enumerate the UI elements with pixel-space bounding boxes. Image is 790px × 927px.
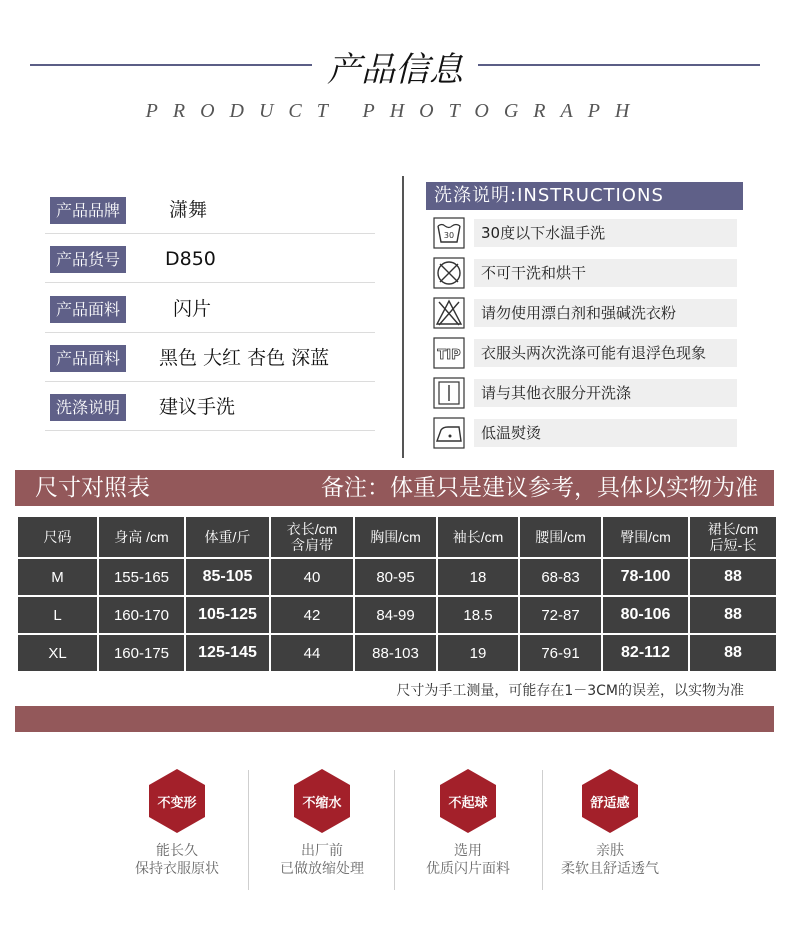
table-cell: 18 bbox=[438, 559, 518, 595]
table-cell: 18.5 bbox=[438, 597, 518, 633]
table-cell: M bbox=[18, 559, 97, 595]
table-cell: 88 bbox=[690, 597, 776, 633]
table-cell: 160-175 bbox=[99, 635, 184, 671]
table-cell: 105-125 bbox=[186, 597, 269, 633]
table-cell: 76-91 bbox=[520, 635, 601, 671]
low-iron-icon bbox=[433, 417, 465, 449]
table-cell: L bbox=[18, 597, 97, 633]
info-value: 黑色 大红 杏色 深蓝 bbox=[159, 347, 330, 369]
table-row bbox=[18, 559, 776, 595]
info-value: 潇舞 bbox=[169, 199, 208, 221]
feature-no-deform bbox=[102, 768, 252, 878]
table-cell: 84-99 bbox=[355, 597, 436, 633]
no-dryclean-icon bbox=[433, 257, 465, 289]
table-cell: 44 bbox=[271, 635, 353, 671]
feature-line: 保持衣服原状 bbox=[135, 861, 219, 877]
info-label: 产品货号 bbox=[50, 246, 126, 273]
info-row-fabric bbox=[45, 284, 375, 333]
wash-text: 衣服头两次洗涤可能有退浮色现象 bbox=[474, 339, 737, 367]
wash-30-icon bbox=[433, 217, 465, 249]
hexagon-badge bbox=[293, 768, 351, 834]
table-cell: 88-103 bbox=[355, 635, 436, 671]
header-cell: 尺码 bbox=[18, 517, 97, 557]
page-title: 产品信息 bbox=[327, 50, 463, 90]
feature-line: 亲肤 bbox=[596, 843, 624, 859]
table-row bbox=[18, 597, 776, 633]
feature-line: 出厂前 bbox=[301, 843, 343, 859]
washing-title: 洗涤说明:INSTRUCTIONS bbox=[426, 182, 743, 210]
table-cell: 85-105 bbox=[186, 559, 269, 595]
wash-temp-label: 30 bbox=[443, 231, 455, 240]
size-footnote: 尺寸为手工测量，可能存在1－3CM的误差，以实物为准 bbox=[396, 683, 744, 699]
info-label: 洗涤说明 bbox=[50, 394, 126, 421]
badge-label: 舒适感 bbox=[590, 796, 630, 811]
table-cell: 88 bbox=[690, 635, 776, 671]
size-chart-title: 尺寸对照表 bbox=[35, 475, 150, 501]
table-cell: XL bbox=[18, 635, 97, 671]
header-cell: 胸围/cm bbox=[355, 517, 436, 557]
decorative-bar bbox=[15, 706, 774, 732]
tip-icon bbox=[433, 337, 465, 369]
hexagon-badge bbox=[148, 768, 206, 834]
info-value: 闪片 bbox=[173, 298, 212, 320]
tip-icon-label: TIP bbox=[437, 348, 461, 363]
feature-line: 优质闪片面料 bbox=[426, 861, 510, 877]
header-line-left bbox=[30, 64, 312, 66]
table-cell: 72-87 bbox=[520, 597, 601, 633]
info-label: 产品品牌 bbox=[50, 197, 126, 224]
table-cell: 19 bbox=[438, 635, 518, 671]
feature-line: 已做放缩处理 bbox=[280, 861, 364, 877]
header-cell: 腰围/cm bbox=[520, 517, 601, 557]
no-bleach-icon bbox=[433, 297, 465, 329]
header-line-right bbox=[478, 64, 760, 66]
table-cell: 155-165 bbox=[99, 559, 184, 595]
size-table bbox=[16, 515, 778, 673]
page-subtitle: PRODUCT PHOTOGRAPH bbox=[145, 100, 645, 122]
info-value: D850 bbox=[165, 248, 216, 270]
table-row bbox=[18, 635, 776, 671]
info-row-washing bbox=[45, 382, 375, 431]
separate-wash-icon bbox=[433, 377, 465, 409]
header-cell: 臀围/cm bbox=[603, 517, 688, 557]
info-label: 产品面料 bbox=[50, 296, 126, 323]
header-cell: 身高 /cm bbox=[99, 517, 184, 557]
table-header-row bbox=[18, 517, 776, 557]
wash-text: 低温熨烫 bbox=[474, 419, 737, 447]
table-cell: 68-83 bbox=[520, 559, 601, 595]
info-value: 建议手洗 bbox=[159, 396, 236, 418]
feature-line: 柔软且舒适透气 bbox=[561, 861, 659, 877]
info-row-brand bbox=[45, 185, 375, 234]
table-cell: 160-170 bbox=[99, 597, 184, 633]
hexagon-badge bbox=[439, 768, 497, 834]
feature-no-shrink bbox=[247, 768, 397, 878]
wash-text: 30度以下水温手洗 bbox=[474, 219, 737, 247]
info-label: 产品面料 bbox=[50, 345, 126, 372]
wash-text: 请与其他衣服分开洗涤 bbox=[474, 379, 737, 407]
wash-text: 不可干洗和烘干 bbox=[474, 259, 737, 287]
size-chart-banner bbox=[15, 470, 774, 506]
table-cell: 125-145 bbox=[186, 635, 269, 671]
table-cell: 42 bbox=[271, 597, 353, 633]
feature-line: 能长久 bbox=[156, 843, 198, 859]
wash-text: 请勿使用漂白剂和强碱洗衣粉 bbox=[474, 299, 737, 327]
header-cell: 裙长/cm 后短-长 bbox=[690, 517, 776, 557]
badge-label: 不起球 bbox=[448, 796, 488, 811]
table-cell: 88 bbox=[690, 559, 776, 595]
feature-line: 选用 bbox=[454, 843, 482, 859]
header-cell: 袖长/cm bbox=[438, 517, 518, 557]
badge-label: 不变形 bbox=[157, 796, 197, 811]
table-cell: 82-112 bbox=[603, 635, 688, 671]
table-cell: 40 bbox=[271, 559, 353, 595]
table-cell: 80-106 bbox=[603, 597, 688, 633]
feature-no-pilling bbox=[393, 768, 543, 878]
table-cell: 80-95 bbox=[355, 559, 436, 595]
info-row-item-number bbox=[45, 234, 375, 283]
info-row-colors bbox=[45, 333, 375, 382]
badge-label: 不缩水 bbox=[302, 796, 342, 811]
table-cell: 78-100 bbox=[603, 559, 688, 595]
section-divider bbox=[402, 176, 404, 458]
size-chart-note: 备注：体重只是建议参考，具体以实物为准 bbox=[321, 475, 758, 501]
hexagon-badge bbox=[581, 768, 639, 834]
feature-comfort bbox=[535, 768, 685, 878]
header-cell: 衣长/cm 含肩带 bbox=[271, 517, 353, 557]
header-cell: 体重/斤 bbox=[186, 517, 269, 557]
